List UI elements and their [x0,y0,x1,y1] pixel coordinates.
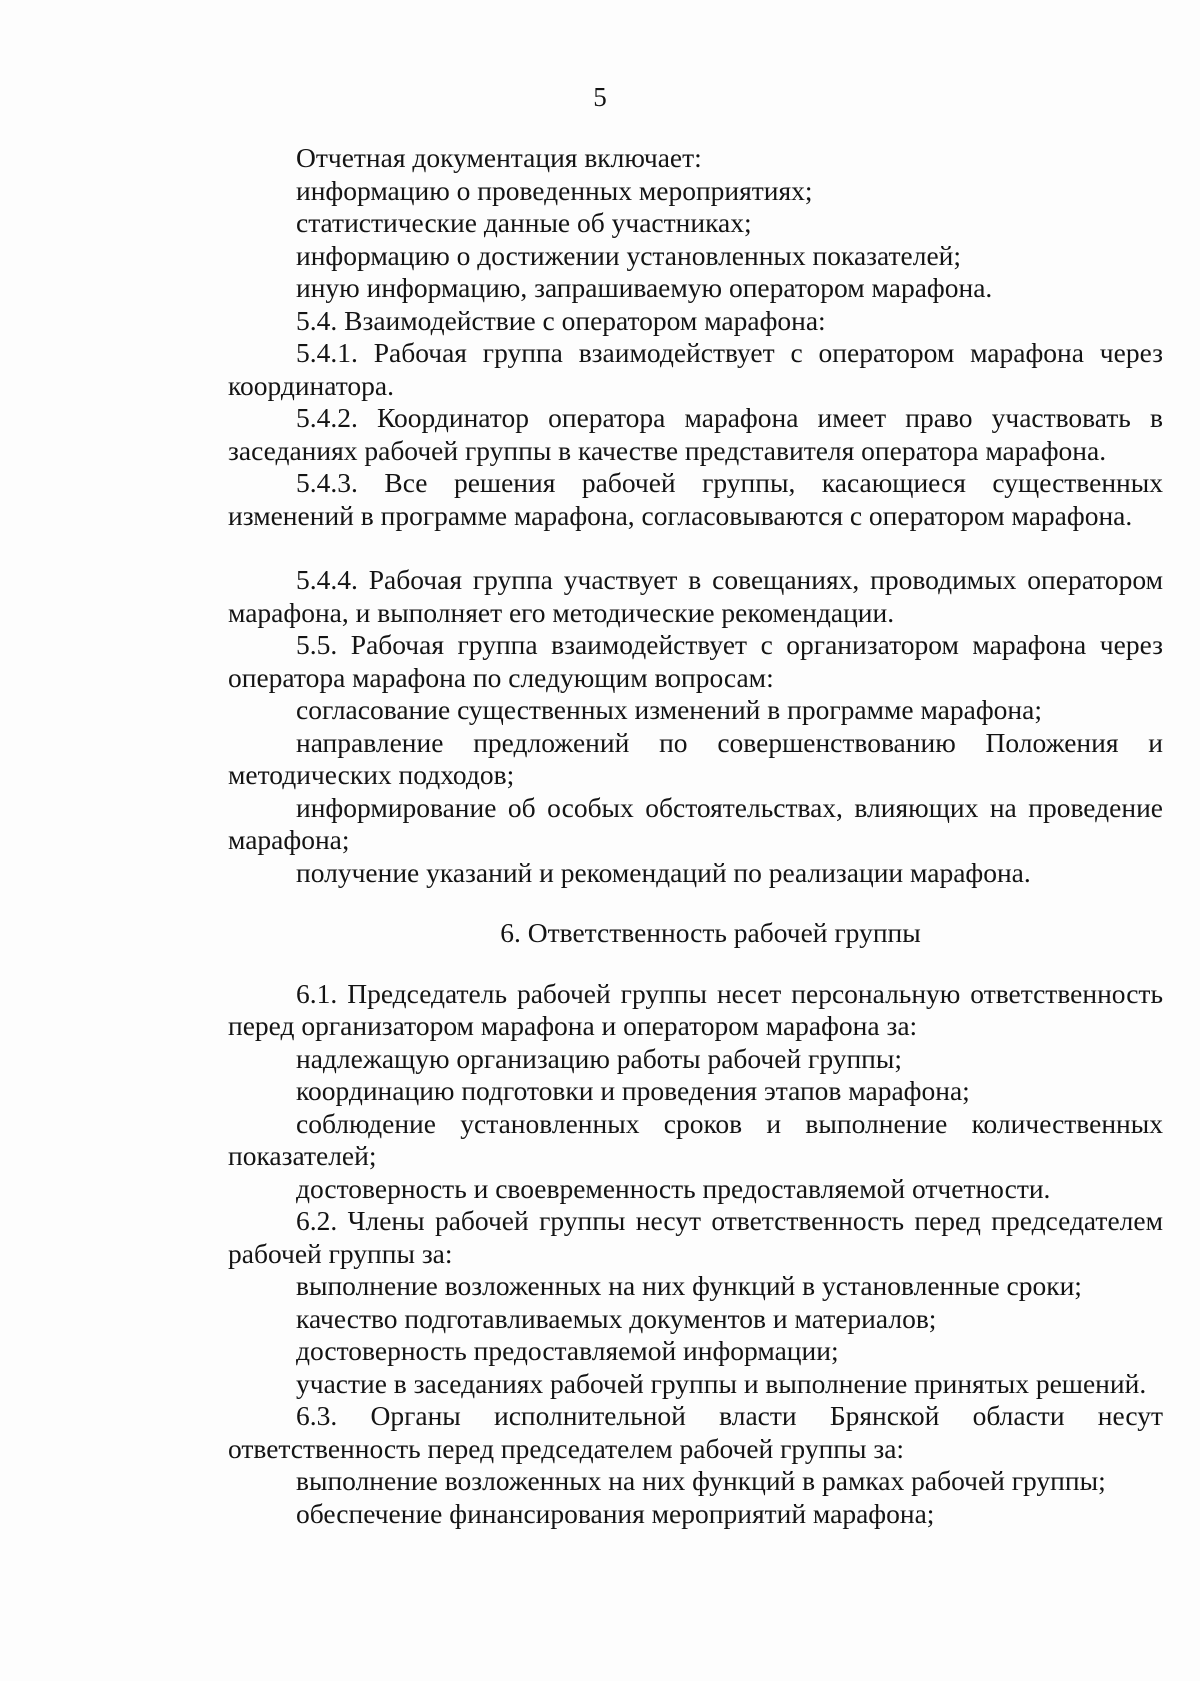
paragraph: участие в заседаниях рабочей группы и выполнение принятых решений. [296,1367,1147,1399]
paragraph: выполнение возложенных на них функций в рамках рабочей группы; [296,1465,1106,1496]
paragraph: 5.5. Рабочая группа взаимодействует с организатором марафона через оператора марафона по следующим вопросам: [228,629,1163,693]
paragraph: соблюдение установленных сроков и выполнение количественных показателей; [228,1107,1163,1171]
paragraph: качество подготавливаемых документов и материалов; [296,1302,937,1334]
paragraph: 6.1. Председатель рабочей группы несет персональную ответственность перед организатором марафона и оператором марафона за: [228,977,1163,1041]
paragraph: 5.4.2. Координатор оператора марафона имеет право участвовать в заседаниях рабочей группы в качестве представителя оператора марафона. [228,402,1163,466]
paragraph: информирование об особых обстоятельствах, влияющих на проведение марафона; [228,791,1163,855]
paragraph: информацию о достижении установленных показателей; [296,239,962,271]
paragraph: достоверность и своевременность предоставляемой отчетности. [296,1172,1051,1204]
paragraph: 5.4.1. Рабочая группа взаимодействует с оператором марафона через координатора. [228,337,1163,401]
page-number: 5 [593,82,607,112]
paragraph: 5.4.3. Все решения рабочей группы, касающиеся существенных изменений в программе марафона, согласовываются с оператором марафона. [228,467,1163,531]
section-heading: 6. Ответственность рабочей группы [500,917,921,948]
paragraph: Отчетная документация включает: [296,142,702,173]
paragraphs-after-heading [228,978,1163,1531]
paragraph: достоверность предоставляемой информации; [296,1335,839,1366]
paragraph: получение указаний и рекомендаций по реализации марафона. [296,856,1031,888]
paragraph: направление предложений по совершенствованию Положения и методических подходов; [228,726,1163,790]
paragraph: иную информацию, запрашиваемую оператором марафона. [296,272,993,303]
paragraph: выполнение возложенных на них функций в установленные сроки; [296,1270,1082,1301]
paragraph: статистические данные об участниках; [296,207,752,238]
paragraph: 5.4. Взаимодействие с оператором марафона: [296,304,826,336]
paragraph: обеспечение финансирования мероприятий марафона; [296,1497,935,1529]
document-body [228,142,1163,1530]
paragraph: 6.3. Органы исполнительной власти Брянской области несут ответственность перед председателем рабочей группы за: [228,1400,1163,1464]
paragraph: согласование существенных изменений в программе марафона; [296,694,1042,725]
paragraph: 6.2. Члены рабочей группы несут ответственность перед председателем рабочей группы за: [228,1205,1163,1269]
paragraph: координацию подготовки и проведения этапов марафона; [296,1075,970,1106]
paragraph: надлежащую организацию работы рабочей группы; [296,1042,903,1074]
paragraphs-before-heading [228,142,1163,889]
paragraph: информацию о проведенных мероприятиях; [296,174,813,206]
paragraph: 5.4.4. Рабочая группа участвует в совещаниях, проводимых оператором марафона, и выполняет его методические рекомендации. [228,564,1163,628]
